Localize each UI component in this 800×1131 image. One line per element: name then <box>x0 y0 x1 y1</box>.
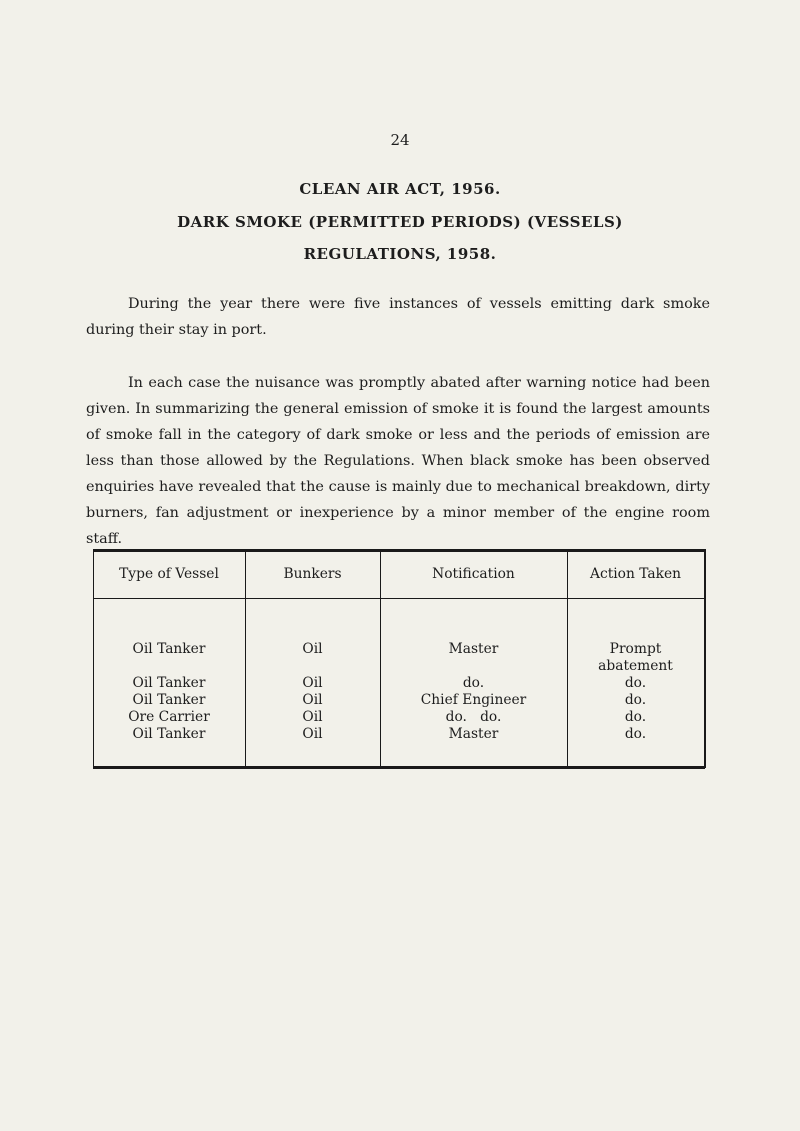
heading-regulation-year: REGULATIONS, 1958. <box>303 245 497 263</box>
table-cell-bunkers: Oil <box>302 675 323 691</box>
table-cell-type: Oil Tanker <box>132 692 206 708</box>
page-number: 24 <box>390 131 410 149</box>
table-cell-notification: Master <box>448 726 499 742</box>
table-cell-bunkers: Oil <box>302 709 323 725</box>
column-header-type: Type of Vessel <box>119 566 219 582</box>
table-top-rule <box>93 549 705 552</box>
table-cell-notification: do. do. <box>445 709 502 725</box>
table-header-rule <box>93 598 705 599</box>
table-cell-action: do. <box>624 726 647 742</box>
column-header-action: Action Taken <box>590 566 681 582</box>
column-header-notification: Notification <box>432 566 515 582</box>
table-cell-bunkers: Oil <box>302 726 323 742</box>
table-cell-action: do. <box>624 692 647 708</box>
paragraph-summary: In each case the nuisance was promptly abated after warning notice had been given. In summarizing the general emission of smoke it is found the largest amounts of smoke fall in the category of dark smoke or less and the periods of emission are less than those allowed by the Regulations. When black smoke has been observed enquiries have revealed that the cause is mainly due to mechanical breakdown, dirty burners, fan adjustment or inexperience by a minor member of the engine room staff. <box>86 375 710 547</box>
vessel-smoke-table <box>93 549 705 767</box>
table-cell-notification: Master <box>448 641 499 657</box>
table-cell-bunkers: Oil <box>302 692 323 708</box>
table-bottom-rule <box>93 766 705 769</box>
table-cell-action: do. <box>624 675 647 691</box>
table-cell-type: Oil Tanker <box>132 726 206 742</box>
paragraph-instances: During the year there were five instances of vessels emitting dark smoke during their stay in port. <box>86 296 710 338</box>
table-column-divider <box>704 549 706 768</box>
table-cell-type: Oil Tanker <box>132 675 206 691</box>
table-cell-bunkers: Oil <box>302 641 323 657</box>
table-cell-action: do. <box>624 709 647 725</box>
table-cell-notification: Chief Engineer <box>420 692 527 708</box>
table-cell-action: Prompt abatement <box>598 641 673 674</box>
heading-act-title: CLEAN AIR ACT, 1956. <box>299 180 501 198</box>
column-header-bunkers: Bunkers <box>283 566 342 582</box>
heading-regulation-title: DARK SMOKE (PERMITTED PERIODS) (VESSELS) <box>177 213 623 231</box>
table-cell-type: Ore Carrier <box>128 709 210 725</box>
table-cell-type: Oil Tanker <box>132 641 206 657</box>
table-cell-notification: do. <box>462 675 485 691</box>
